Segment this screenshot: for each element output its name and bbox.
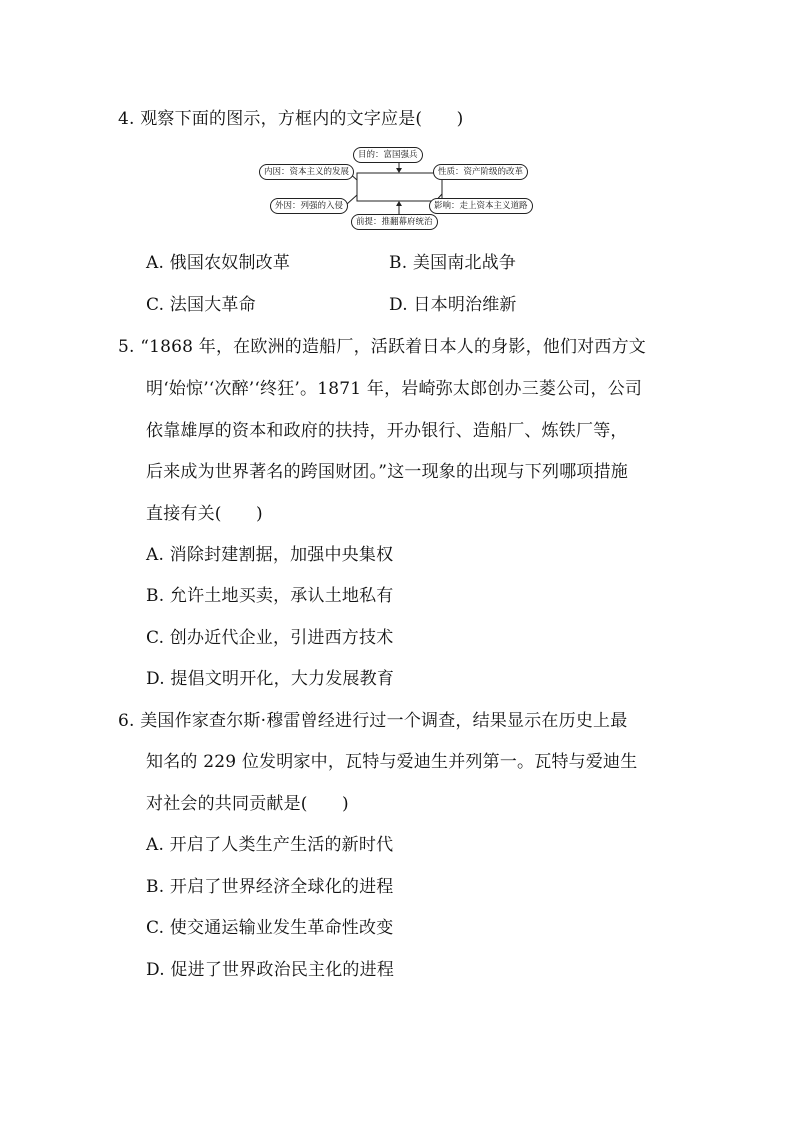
q4-option-b[interactable]: B. 美国南北战争	[389, 253, 517, 273]
q5-stem-line-4: 后来成为世界著名的跨国财团。”这一现象的出现与下列哪项措施	[146, 462, 628, 482]
q6-option-a[interactable]: A. 开启了人类生产生活的新时代	[146, 835, 394, 855]
q6-stem-line-3: 对社会的共同贡献是( )	[146, 794, 349, 814]
blank-answer-box	[357, 173, 442, 201]
q5-stem-line-5: 直接有关( )	[146, 504, 263, 524]
q5-option-d[interactable]: D. 提倡文明开化，大力发展教育	[146, 669, 395, 689]
diagram-node-left-bottom: 外因：列强的入侵	[270, 198, 348, 214]
q5-option-c[interactable]: C. 创办近代企业，引进西方技术	[146, 628, 394, 648]
q6-stem-line-1: 6. 美国作家查尔斯·穆雷曾经进行过一个调查，结果显示在历史上最	[118, 711, 628, 731]
q4-option-a[interactable]: A. 俄国农奴制改革	[146, 253, 291, 273]
q4-diagram	[258, 144, 538, 234]
q6-option-b[interactable]: B. 开启了世界经济全球化的进程	[146, 877, 394, 897]
q6-option-c[interactable]: C. 使交通运输业发生革命性改变	[146, 918, 394, 938]
q6-stem-line-2: 知名的 229 位发明家中，瓦特与爱迪生并列第一。瓦特与爱迪生	[146, 752, 638, 772]
q5-stem-line-3: 依靠雄厚的资本和政府的扶持，开办银行、造船厂、炼铁厂等，	[146, 421, 628, 441]
diagram-node-top: 目的：富国强兵	[353, 147, 423, 163]
q4-option-d[interactable]: D. 日本明治维新	[389, 295, 517, 315]
q5-stem-line-1: 5. “1868 年，在欧洲的造船厂，活跃着日本人的身影，他们对西方文	[118, 337, 646, 357]
diagram-node-right-top: 性质：资产阶级的改革	[433, 164, 528, 180]
q6-option-d[interactable]: D. 促进了世界政治民主化的进程	[146, 960, 395, 980]
q5-option-b[interactable]: B. 允许土地买卖，承认土地私有	[146, 586, 394, 606]
q5-option-a[interactable]: A. 消除封建割据，加强中央集权	[146, 545, 394, 565]
diagram-node-right-bottom: 影响：走上资本主义道路	[429, 198, 533, 214]
q5-stem-line-2: 明‘始惊’‘次醉’‘终狂’。1871 年，岩崎弥太郎创办三菱公司，公司	[146, 379, 643, 399]
q4-stem: 4. 观察下面的图示，方框内的文字应是( )	[118, 109, 464, 129]
diagram-node-bottom: 前提：推翻幕府统治	[351, 214, 438, 230]
diagram-node-left-top: 内因：资本主义的发展	[259, 164, 354, 180]
q4-option-c[interactable]: C. 法国大革命	[146, 295, 256, 315]
